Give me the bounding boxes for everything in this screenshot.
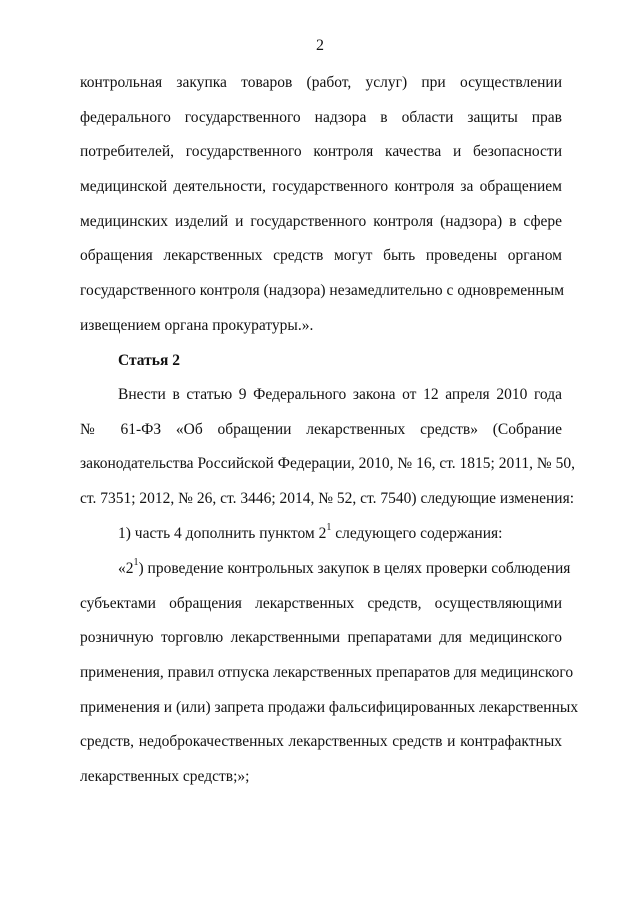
text-line: федерального государственного надзора в области защиты прав	[80, 108, 562, 126]
item1-text-start: 1) часть 4 дополнить пунктом 2	[118, 525, 327, 542]
article-heading-block	[80, 344, 562, 379]
text-line: медицинских изделий и государственного контроля (надзора) в сфере	[80, 212, 562, 230]
text-line	[80, 552, 571, 587]
text-line: извещением органа прокуратуры.».	[80, 316, 314, 334]
article-intro-paragraph	[80, 378, 575, 517]
text-line: субъектами обращения лекарственных средств, осуществляющими	[80, 594, 562, 612]
text-line: применения, правил отпуска лекарственных препаратов для медицинского	[80, 664, 574, 682]
quoted-new-point	[80, 552, 579, 795]
item1-text-end: следующего содержания:	[331, 525, 503, 542]
amendment-item-1	[80, 517, 562, 552]
text-line: медицинской деятельности, государственного контроля за обращением	[80, 178, 562, 196]
text-line: государственного контроля (надзора) незамедлительно с одновременным	[80, 282, 564, 300]
text-line: потребителей, государственного контроля качества и безопасности	[80, 143, 562, 161]
page-number: 2	[316, 37, 324, 54]
text-line: контрольная закупка товаров (работ, услуг) при осуществлении	[80, 74, 562, 91]
quote-text-start: «2	[118, 560, 134, 577]
quote-text-end: ) проведение контрольных закупок в целях проверки соблюдения	[138, 560, 571, 577]
text-line: лекарственных средств;»;	[80, 768, 250, 786]
text-line: средств, недоброкачественных лекарственных средств и контрафактных	[80, 733, 562, 751]
text-line: № 61-ФЗ «Об обращении лекарственных средств» (Собрание	[80, 420, 562, 438]
quote-superscript: 1	[133, 556, 139, 568]
text-line: розничную торговлю лекарственными препаратами для медицинского	[80, 629, 562, 647]
text-line: ст. 7351; 2012, № 26, ст. 3446; 2014, № 52, ст. 7540) следующие изменения:	[80, 490, 575, 508]
text-line: обращения лекарственных средств могут быть проведены органом	[80, 247, 562, 265]
item1-superscript: 1	[326, 521, 332, 533]
paragraph-continuation	[80, 66, 562, 344]
text-line	[80, 517, 562, 552]
text-line: законодательства Российской Федерации, 2010, № 16, ст. 1815; 2011, № 50,	[80, 455, 575, 473]
text-line: применения и (или) запрета продажи фальсифицированных лекарственных	[80, 698, 579, 716]
text-line: Внести в статью 9 Федерального закона от 12 апреля 2010 года	[118, 386, 562, 403]
article-heading: Статья 2	[118, 352, 180, 369]
